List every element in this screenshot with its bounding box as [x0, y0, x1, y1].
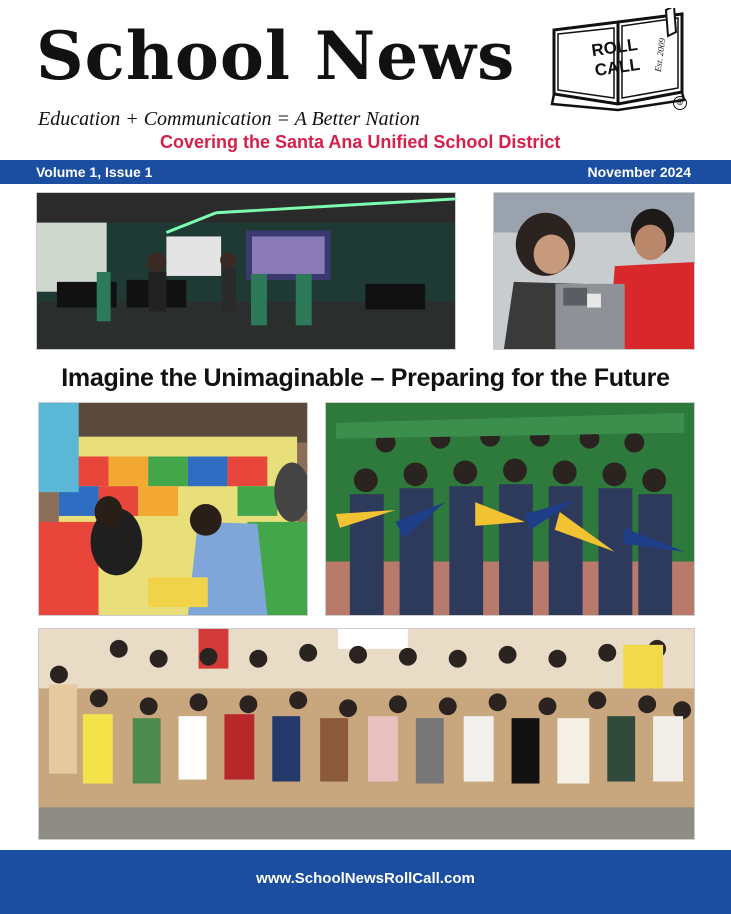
- masthead-tagline: Education + Communication = A Better Nation: [38, 108, 420, 130]
- roll-call-logo: [548, 8, 688, 112]
- issue-bar: [0, 160, 731, 184]
- photo-group-students: [38, 628, 695, 840]
- issue-volume: Volume 1, Issue 1: [36, 164, 153, 180]
- cover-headline: Imagine the Unimaginable – Preparing for the Future: [61, 364, 670, 392]
- footer-website-link[interactable]: www.SchoolNewsRollCall.com: [256, 870, 475, 887]
- issue-date: November 2024: [587, 164, 691, 180]
- photo-robotics-students: [493, 192, 695, 350]
- photo-classroom-floor: [38, 402, 308, 616]
- registered-mark: ®: [673, 96, 687, 110]
- footer-bar: [0, 850, 731, 914]
- logo-label: ROLL CALL: [590, 34, 642, 80]
- logo-est: Est. 2009: [652, 37, 668, 73]
- masthead-title: School News: [36, 17, 516, 95]
- photo-gaming-lab: [36, 192, 456, 350]
- photo-college-pennants: [325, 402, 695, 616]
- masthead-subtitle: Covering the Santa Ana Unified School District: [160, 132, 561, 152]
